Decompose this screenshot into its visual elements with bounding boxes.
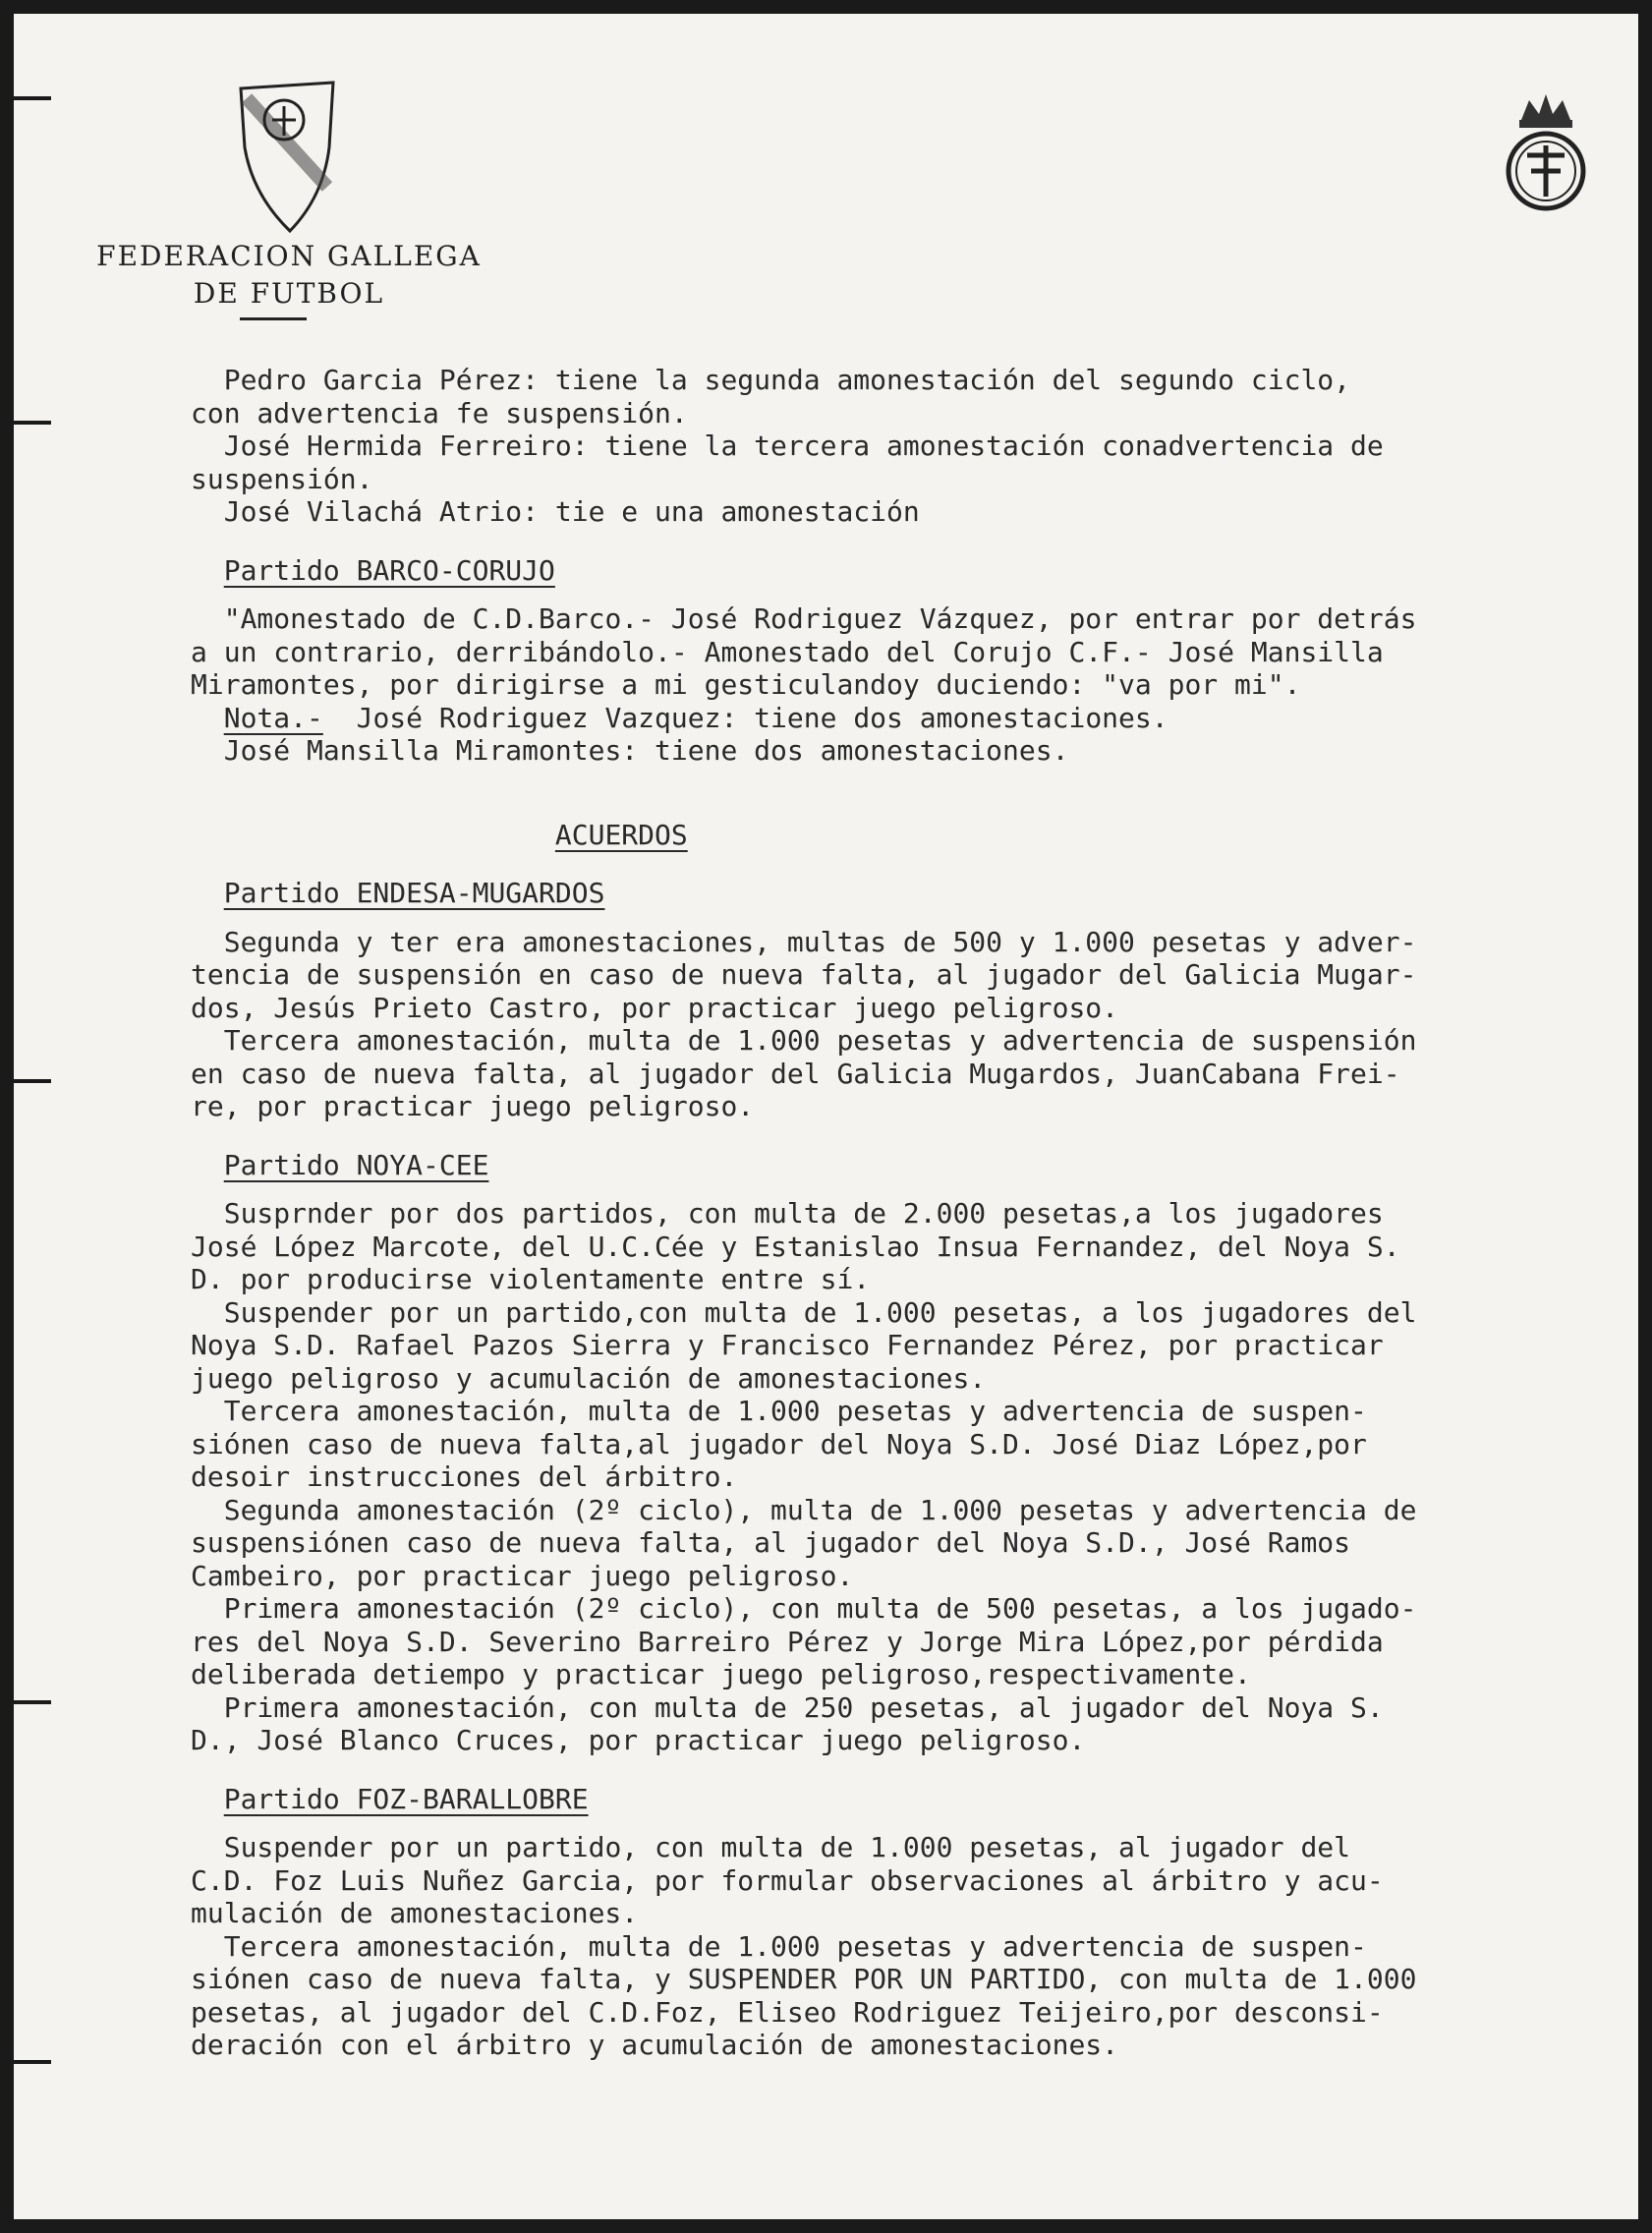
organization-name [83,238,495,313]
text-line: a un contrario, derribándolo.- Amonestado del Corujo C.F.- José Mansilla [191,635,1384,668]
section-heading-barco-corujo: Partido BARCO-CORUJO [223,553,555,587]
text-line: suspensión. [191,462,373,495]
text-line: Suspender por un partido,con multa de 1.000 pesetas, a los jugadores del [223,1295,1417,1329]
section-heading-foz-barallobre: Partido FOZ-BARALLOBRE [223,1782,589,1815]
text-line: Tercera amonestación, multa de 1.000 pesetas y advertencia de suspensión [223,1024,1417,1057]
text-line: deliberada detiempo y practicar juego peligroso,respectivamente. [191,1658,1251,1690]
punch-mark [14,96,51,100]
text-line: siónen caso de nueva falta, y SUSPENDER POR UN PARTIDO, con multa de 1.000 [191,1963,1417,1995]
text-line: con advertencia fe suspensión. [191,396,688,429]
text-line: desoir instrucciones del árbitro. [191,1460,738,1493]
section-heading-endesa-mugardos: Partido ENDESA-MUGARDOS [223,877,605,909]
document-body [191,364,1638,2062]
text-line: Tercera amonestación, multa de 1.000 pesetas y advertencia de suspen- [223,1929,1367,1963]
text-line: deración con el árbitro y acumulación de amonestaciones. [191,2029,1119,2061]
organization-line1: FEDERACION GALLEGA [96,240,482,272]
punch-mark [14,1700,51,1704]
organization-line2: DE FUTBOL [193,277,385,310]
text-line: Primera amonestación (2º ciclo), con multa de 500 pesetas, a los jugado- [223,1592,1417,1625]
punch-mark [14,2060,51,2064]
text-line: José Mansilla Miramontes: tiene dos amonestaciones. [223,734,1069,767]
text-line: Suspender por un partido, con multa de 1.000 pesetas, al jugador del [223,1831,1351,1863]
nota-line: Nota.- José Rodriguez Vazquez: tiene dos amonestaciones. [223,701,1168,734]
header-divider [240,317,307,320]
text-line: res del Noya S.D. Severino Barreiro Pérez y Jorge Mira López,por pérdida [191,1625,1384,1658]
section-heading-noya-cee: Partido NOYA-CEE [223,1148,489,1181]
text-line: dos, Jesús Prieto Castro, por practicar juego peligroso. [191,991,1119,1024]
text-line: Tercera amonestación, multa de 1.000 pesetas y advertencia de suspen- [223,1395,1367,1427]
text-line: "Amonestado de C.D.Barco.- José Rodriguez Vázquez, por entrar por detrás [223,602,1417,635]
text-line: Segunda y ter era amonestaciones, multas de 500 y 1.000 pesetas y adver- [223,925,1417,958]
text-line: Cambeiro, por practicar juego peligroso. [191,1559,854,1592]
text-line: tencia de suspensión en caso de nueva falta, al jugador del Galicia Mugar- [191,958,1417,991]
text-line: Primera amonestación, con multa de 250 pesetas, al jugador del Noya S. [223,1690,1384,1724]
text-line: Miramontes, por dirigirse a mi gesticulandoy duciendo: "va por mi". [191,668,1301,701]
federacion-gallega-shield-icon [233,79,341,236]
text-line: Segunda amonestación (2º ciclo), multa de 1.000 pesetas y advertencia de [223,1493,1417,1526]
rfef-crown-crest-icon [1500,86,1592,218]
text-line: Susprnder por dos partidos, con multa de 2.000 pesetas,a los jugadores [223,1197,1384,1230]
text-line: Pedro Garcia Pérez: tiene la segunda amonestación del segundo ciclo, [223,364,1351,396]
text-line: José Hermida Ferreiro: tiene la tercera amonestación conadvertencia de [223,429,1384,462]
text-line: D. por producirse violentamente entre sí. [191,1263,871,1295]
document-page [14,14,1638,2219]
text-line: juego peligroso y acumulación de amonestaciones. [191,1361,987,1395]
text-line: José López Marcote, del U.C.Cée y Estanislao Insua Fernandez, del Noya S. [191,1230,1400,1263]
punch-mark [14,1079,51,1083]
punch-mark [14,421,51,425]
text-line: re, por practicar juego peligroso. [191,1090,755,1122]
text-line: Noya S.D. Rafael Pazos Sierra y Francisco Fernandez Pérez, por practicar [191,1329,1384,1361]
text-line: D., José Blanco Cruces, por practicar juego peligroso. [191,1724,1086,1756]
nota-label: Nota.- [223,701,323,734]
text-line: pesetas, al jugador del C.D.Foz, Eliseo Rodriguez Teijeiro,por desconsi- [191,1995,1384,2029]
text-line: mulación de amonestaciones. [191,1897,639,1929]
text-line: suspensiónen caso de nueva falta, al jugador del Noya S.D., José Ramos [191,1526,1351,1559]
text-line: C.D. Foz Luis Nuñez Garcia, por formular observaciones al árbitro y acu- [191,1863,1384,1897]
text-line: en caso de nueva falta, al jugador del Galicia Mugardos, JuanCabana Frei- [191,1057,1400,1090]
text-line: siónen caso de nueva falta,al jugador del Noya S.D. José Diaz López,por [191,1427,1367,1460]
text-line: José Vilachá Atrio: tie e una amonestación [223,495,920,528]
acuerdos-title: ACUERDOS [554,818,688,851]
